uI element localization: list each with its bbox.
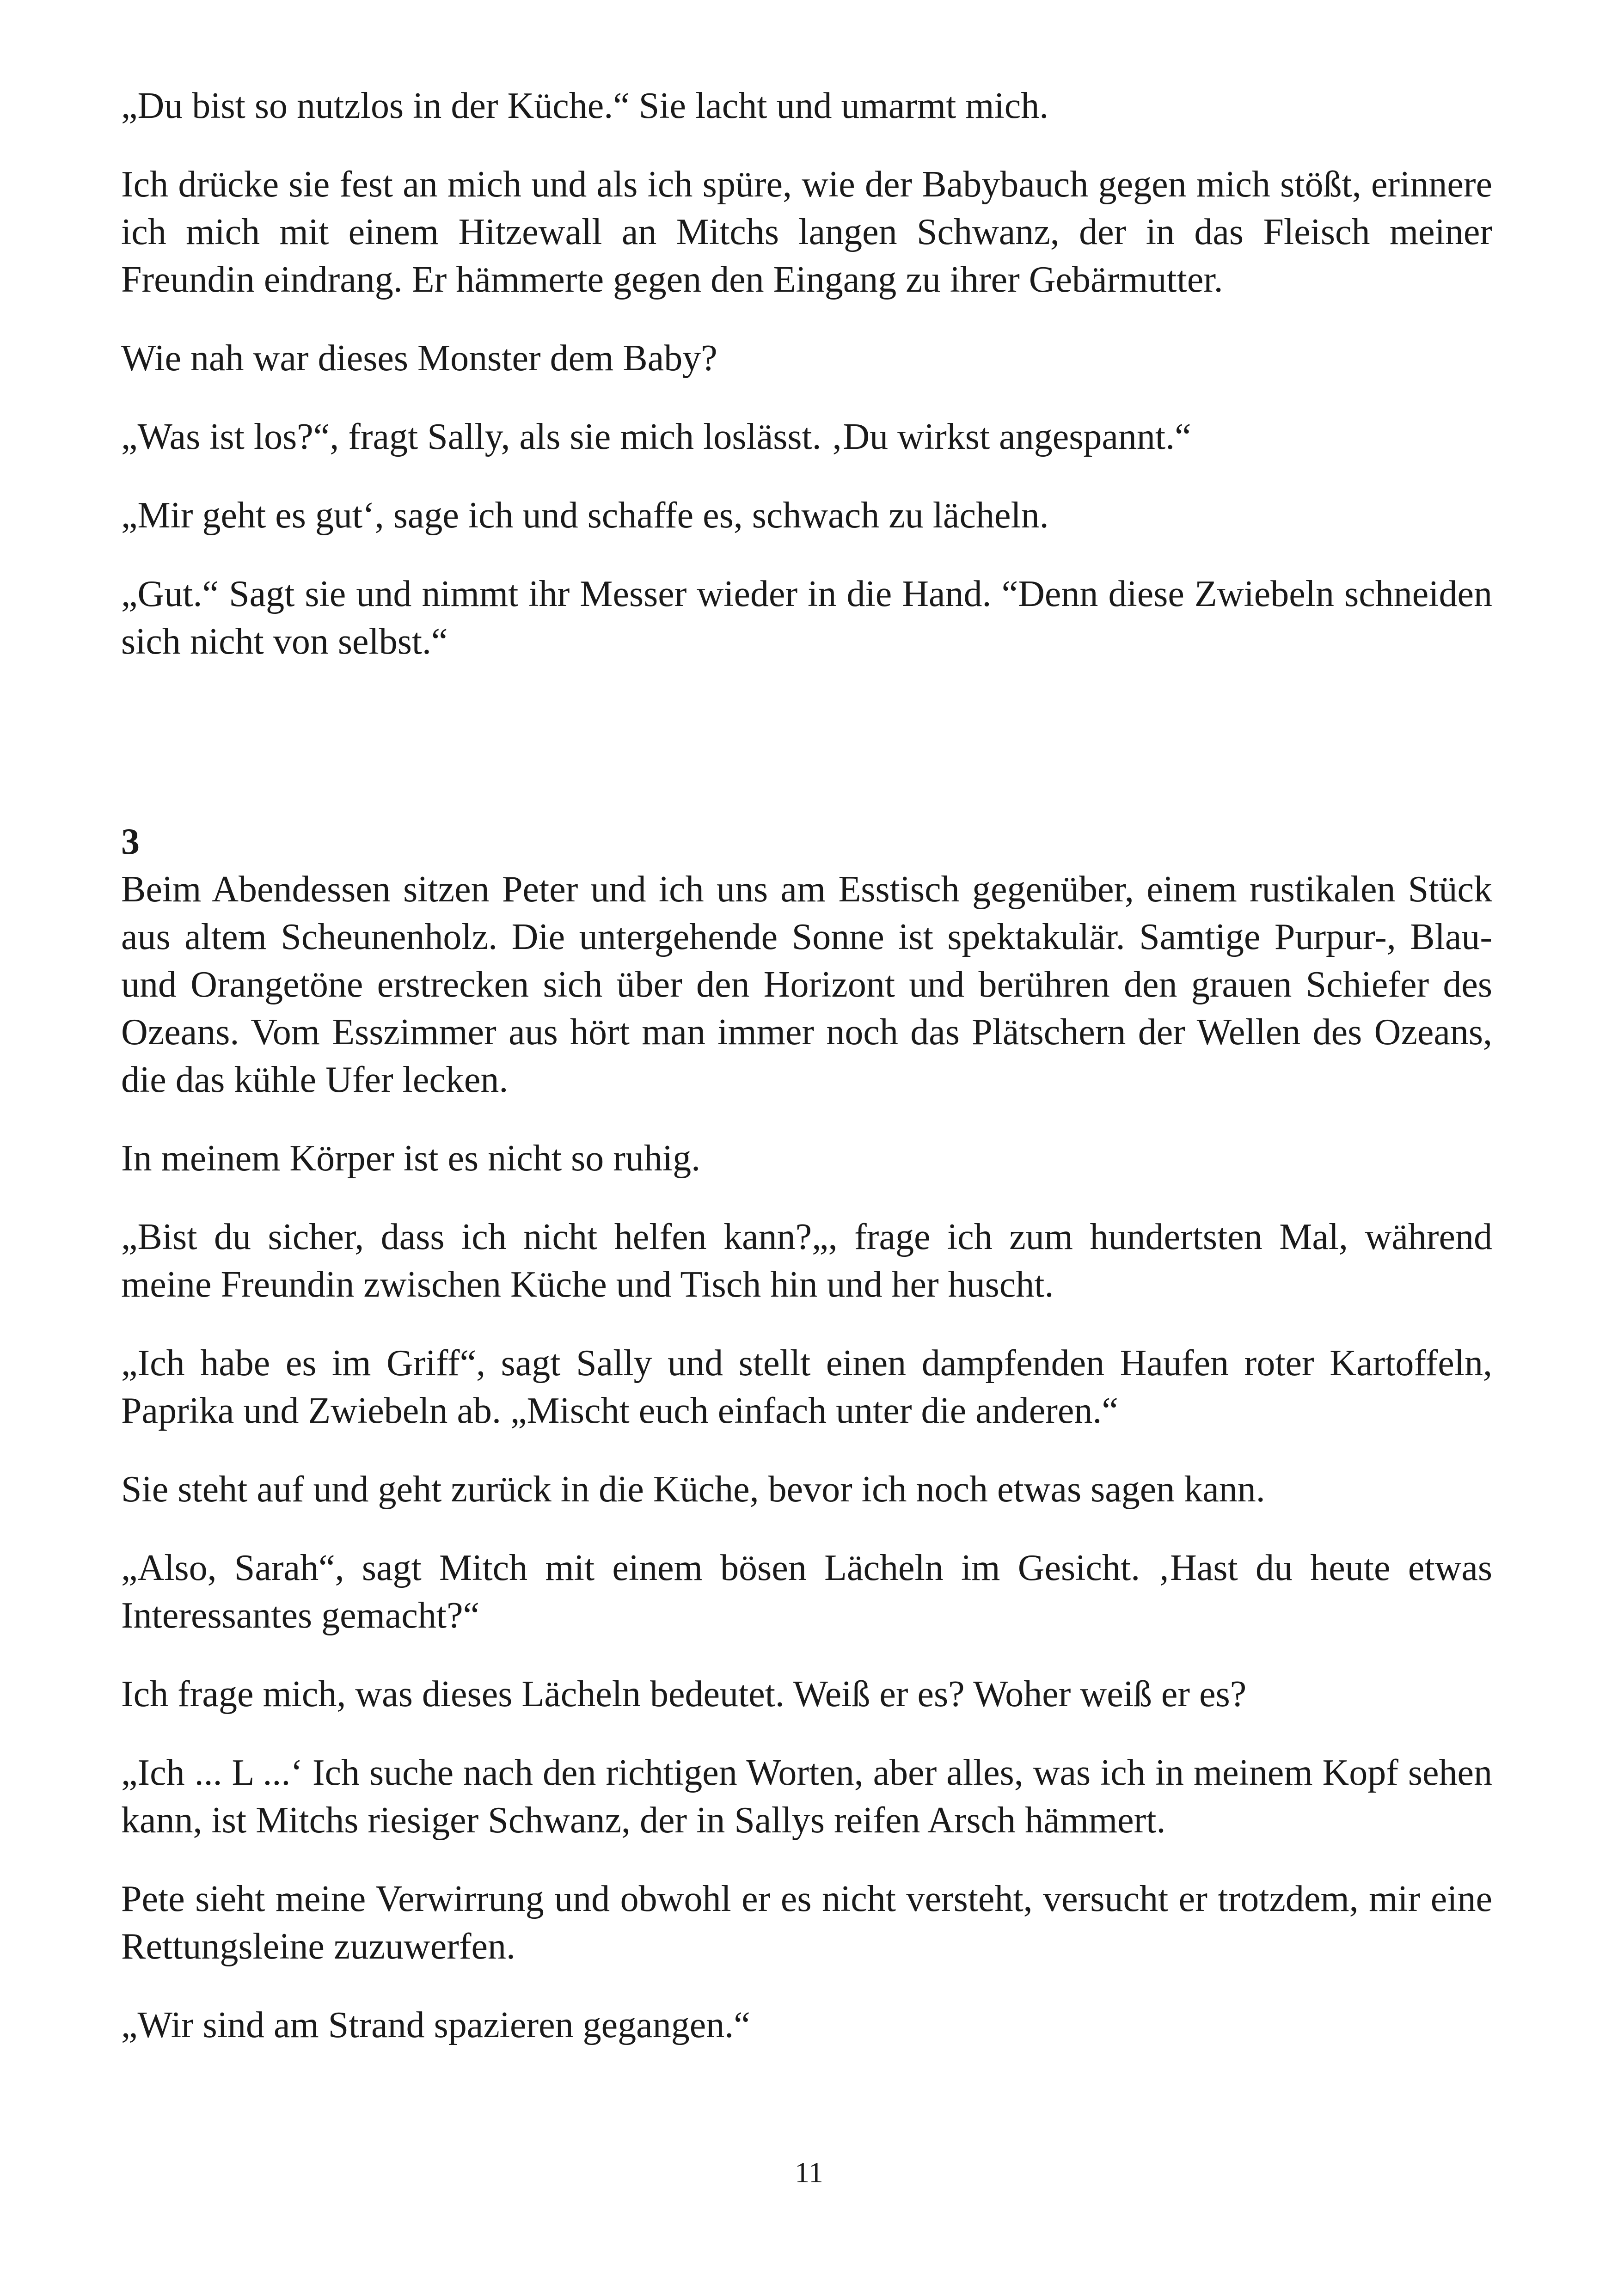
paragraph: Beim Abendessen sitzen Peter und ich uns am Esstisch gegenüber, einem rustikalen Stück aus altem Scheunenholz. Die untergehende Sonne ist spektakulär. Samtige Purpur-, Blau- und Orangetöne erstrecken sich über den Horizont und berühren den grauen Schiefer des Ozeans. Vom Esszimmer aus hört man immer noch das Plätschern der Wellen des Ozeans, die das kühle Ufer lecken. bbox=[121, 869, 1492, 1100]
paragraph: Sie steht auf und geht zurück in die Küche, bevor ich noch etwas sagen kann. bbox=[121, 1469, 1265, 1510]
paragraph: „Ich ... L ...‘ Ich suche nach den richtigen Worten, aber alles, was ich in meinem Kopf sehen kann, ist Mitchs riesiger Schwanz, der in Sallys reifen Arsch hämmert. bbox=[121, 1752, 1492, 1841]
paragraph: „Also, Sarah“, sagt Mitch mit einem bösen Lächeln im Gesicht. ‚Hast du heute etwas Interessantes gemacht?“ bbox=[121, 1548, 1492, 1636]
paragraph: In meinem Körper ist es nicht so ruhig. bbox=[121, 1138, 701, 1179]
chapter-number: 3 bbox=[121, 821, 140, 862]
paragraph: „Wir sind am Strand spazieren gegangen.“ bbox=[121, 2005, 750, 2045]
paragraph: „Du bist so nutzlos in der Küche.“ Sie lacht und umarmt mich. bbox=[121, 86, 1049, 126]
paragraph: Ich frage mich, was dieses Lächeln bedeutet. Weiß er es? Woher weiß er es? bbox=[121, 1674, 1247, 1714]
paragraph: „Ich habe es im Griff“, sagt Sally und stellt einen dampfenden Haufen roter Kartoffeln, Paprika und Zwiebeln ab. „Mischt euch einfach unter die anderen.“ bbox=[121, 1343, 1492, 1431]
section-one bbox=[121, 82, 1492, 666]
page-number: 11 bbox=[795, 2156, 823, 2189]
paragraph: „Gut.“ Sagt sie und nimmt ihr Messer wieder in die Hand. “Denn diese Zwiebeln schneiden sich nicht von selbst.“ bbox=[121, 574, 1492, 662]
paragraph: Wie nah war dieses Monster dem Baby? bbox=[121, 338, 717, 379]
section-two bbox=[121, 866, 1492, 2049]
paragraph: „Was ist los?“, fragt Sally, als sie mich loslässt. ‚Du wirkst angespannt.“ bbox=[121, 416, 1191, 457]
paragraph: Pete sieht meine Verwirrung und obwohl er es nicht versteht, versucht er trotzdem, mir eine Rettungsleine zuzuwerfen. bbox=[121, 1879, 1492, 1967]
paragraph: „Mir geht es gut‘, sage ich und schaffe es, schwach zu lächeln. bbox=[121, 495, 1049, 536]
paragraph: Ich drücke sie fest an mich und als ich spüre, wie der Babybauch gegen mich stößt, erinnere ich mich mit einem Hitzewall an Mitchs langen Schwanz, der in das Fleisch meiner Freundin eindrang. Er hämmerte gegen den Eingang zu ihrer Gebärmutter. bbox=[121, 164, 1492, 300]
paragraph: „Bist du sicher, dass ich nicht helfen kann?„, frage ich zum hundertsten Mal, während meine Freundin zwischen Küche und Tisch hin und her huscht. bbox=[121, 1217, 1492, 1305]
